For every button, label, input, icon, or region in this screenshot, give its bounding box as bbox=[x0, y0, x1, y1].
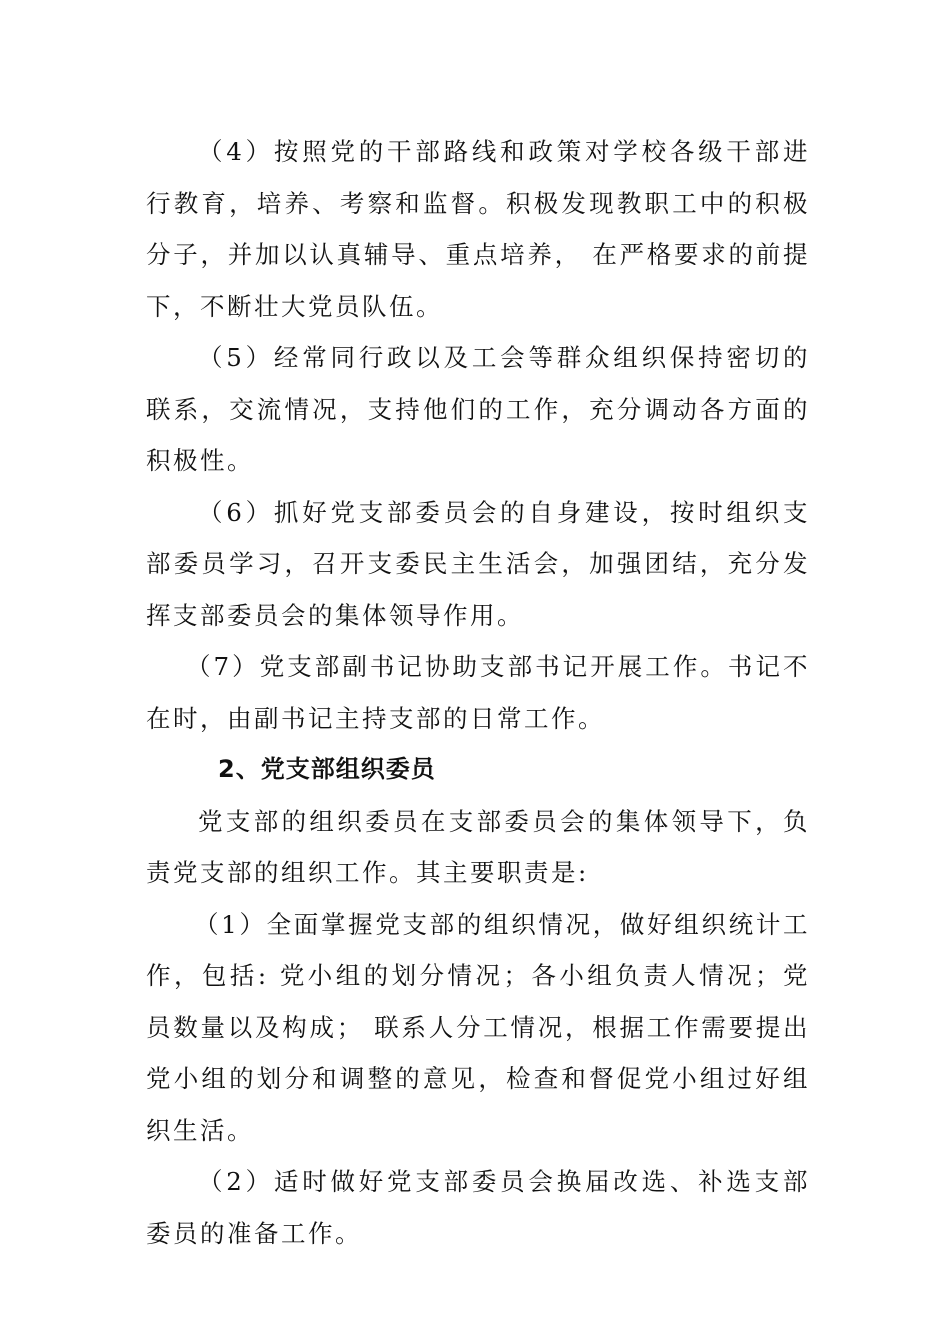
paragraph-item-7: （7）党支部副书记协助支部书记开展工作。书记不在时，由副书记主持支部的日常工作。 bbox=[146, 652, 810, 733]
document-body bbox=[146, 126, 810, 1259]
paragraph-item-4: （4）按照党的干部路线和政策对学校各级干部进行教育，培养、考察和监督。积极发现教职工中的积极分子，并加以认真辅导、重点培养， 在严格要求的前提下，不断壮大党员队伍。 bbox=[146, 137, 810, 321]
duty-item-1: （1）全面掌握党支部的组织情况，做好组织统计工作，包括: 党小组的划分情况；各小组负责人情况；党员数量以及构成； 联系人分工情况，根据工作需要提出党小组的划分和调整的意见，检查和督促党小组过好组织生活。 bbox=[146, 909, 810, 1145]
section-heading: 2、党支部组织委员 bbox=[218, 755, 436, 783]
paragraph-item-6: （6）抓好党支部委员会的自身建设，按时组织支部委员学习，召开支委民主生活会，加强团结，充分发挥支部委员会的集体领导作用。 bbox=[146, 497, 810, 630]
paragraph-item-5: （5）经常同行政以及工会等群众组织保持密切的联系，交流情况，支持他们的工作，充分调动各方面的积极性。 bbox=[146, 343, 810, 475]
section-intro: 党支部的组织委员在支部委员会的集体领导下，负责党支部的组织工作。其主要职责是: bbox=[146, 806, 810, 887]
duty-item-2: （2）适时做好党支部委员会换届改选、补选支部委员的准备工作。 bbox=[146, 1167, 810, 1248]
